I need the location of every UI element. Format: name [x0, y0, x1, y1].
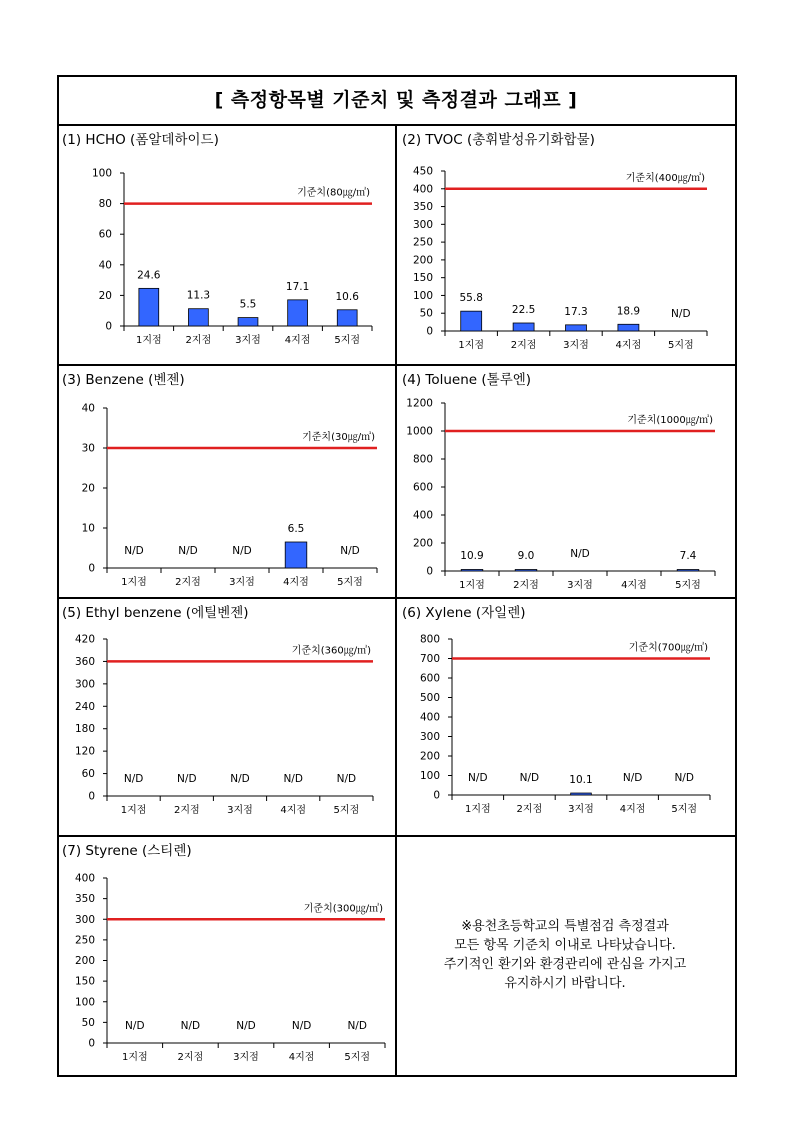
y-tick-label: 250 — [74, 934, 95, 947]
x-tick-label: 4지점 — [280, 805, 307, 816]
data-label: N/D — [570, 548, 590, 560]
y-tick-label: 200 — [419, 750, 440, 763]
standard-label: 기준치(1000㎍/㎥) — [627, 415, 713, 426]
y-tick-label: 240 — [74, 700, 95, 713]
y-tick-label: 150 — [74, 975, 95, 988]
y-tick-label: 400 — [74, 872, 95, 885]
x-tick-label: 3지점 — [227, 805, 253, 816]
data-label: 24.6 — [137, 269, 161, 282]
y-tick-label: 800 — [412, 453, 433, 466]
chart-styrene — [57, 837, 395, 1073]
y-tick-label: 50 — [81, 1016, 95, 1029]
bar — [515, 570, 537, 572]
y-tick-label: 300 — [412, 218, 433, 231]
y-tick-label: 250 — [412, 236, 433, 249]
y-tick-label: 300 — [74, 913, 95, 926]
bar — [677, 570, 699, 572]
chart-cell-hcho — [57, 126, 395, 364]
y-tick-label: 100 — [412, 289, 433, 302]
x-tick-label: 1지점 — [458, 340, 485, 351]
y-tick-label: 200 — [74, 955, 95, 967]
y-tick-label: 0 — [433, 789, 440, 802]
y-tick-label: 200 — [412, 537, 433, 550]
data-label: N/D — [347, 1020, 367, 1032]
bar — [288, 300, 308, 326]
x-tick-label: 4지점 — [284, 335, 311, 346]
y-tick-label: 150 — [412, 272, 433, 285]
data-label: 10.6 — [335, 290, 359, 303]
data-label: 17.1 — [285, 280, 310, 293]
y-tick-label: 600 — [412, 481, 433, 494]
y-tick-label: 10 — [81, 522, 95, 535]
x-tick-label: 5지점 — [333, 805, 360, 816]
bar — [566, 325, 587, 331]
chart-cell-xylene — [397, 599, 735, 835]
y-tick-label: 400 — [412, 509, 433, 522]
chart-title: (1) HCHO (폼알데하이드) — [62, 132, 219, 148]
chart-hcho — [57, 126, 395, 364]
chart-title: (6) Xylene (자일렌) — [402, 605, 526, 621]
y-tick-label: 120 — [74, 745, 95, 758]
chart-title: (5) Ethyl benzene (에틸벤젠) — [62, 605, 249, 621]
x-tick-label: 2지점 — [510, 340, 537, 351]
data-label: N/D — [283, 773, 303, 785]
y-tick-label: 1200 — [406, 397, 433, 410]
bar — [188, 309, 208, 326]
data-label: 10.1 — [569, 774, 593, 786]
y-tick-label: 0 — [88, 1037, 95, 1050]
y-tick-label: 500 — [419, 692, 440, 704]
x-tick-label: 2지점 — [175, 577, 201, 588]
data-label: N/D — [674, 772, 694, 784]
data-label: N/D — [340, 545, 360, 557]
standard-label: 기준치(30㎍/㎥) — [302, 432, 375, 443]
chart-title: (7) Styrene (스티렌) — [62, 843, 192, 859]
y-tick-label: 350 — [74, 893, 95, 906]
chart-title: (3) Benzene (벤젠) — [62, 372, 185, 388]
data-label: 9.0 — [517, 550, 535, 562]
y-tick-label: 20 — [81, 482, 95, 495]
x-tick-label: 1지점 — [135, 335, 162, 346]
y-tick-label: 0 — [426, 565, 433, 578]
page-title: [ 측정항목별 기준치 및 측정결과 그래프 ] — [214, 89, 578, 111]
data-label: N/D — [230, 773, 250, 785]
chart-cell-tvoc — [397, 126, 735, 364]
y-tick-label: 350 — [412, 201, 433, 214]
y-tick-label: 0 — [426, 325, 433, 338]
data-label: 22.5 — [511, 304, 536, 316]
y-tick-label: 30 — [81, 442, 95, 455]
x-tick-label: 4지점 — [288, 1052, 315, 1063]
x-tick-label: 3지점 — [563, 340, 589, 351]
data-label: N/D — [232, 545, 252, 557]
bar — [139, 288, 159, 326]
data-label: 10.9 — [460, 550, 484, 562]
y-tick-label: 200 — [412, 254, 433, 267]
data-label: 5.5 — [239, 298, 257, 311]
chart-benzene — [57, 366, 395, 597]
x-tick-label: 5지점 — [337, 577, 363, 588]
result-note — [397, 837, 733, 1073]
data-label: 11.3 — [186, 289, 211, 302]
bar — [513, 323, 534, 331]
y-tick-label: 0 — [88, 790, 95, 803]
x-tick-label: 5지점 — [667, 340, 694, 351]
bar — [337, 310, 357, 326]
x-tick-label: 2지점 — [513, 580, 539, 591]
x-tick-label: 2지점 — [185, 335, 212, 346]
y-tick-label: 100 — [74, 996, 95, 1009]
standard-label: 기준치(360㎍/㎥) — [291, 645, 371, 657]
y-tick-label: 400 — [419, 711, 440, 724]
chart-tvoc — [397, 126, 735, 364]
data-label: N/D — [123, 773, 144, 785]
y-tick-label: 450 — [412, 165, 433, 178]
y-tick-label: 300 — [74, 678, 95, 691]
chart-cell-styrene — [57, 837, 395, 1073]
standard-label: 기준치(700㎍/㎥) — [628, 642, 708, 654]
data-label: 17.3 — [564, 305, 588, 318]
data-label: N/D — [124, 545, 144, 557]
chart-cell-ethylbenzene — [57, 599, 395, 835]
x-tick-label: 1지점 — [121, 1052, 148, 1063]
x-tick-label: 5지점 — [344, 1052, 371, 1063]
x-tick-label: 3지점 — [567, 580, 593, 591]
x-tick-label: 2지점 — [516, 804, 543, 815]
y-tick-label: 40 — [81, 402, 95, 415]
x-tick-label: 5지점 — [675, 580, 701, 591]
data-label: N/D — [519, 772, 540, 784]
y-tick-label: 420 — [74, 633, 95, 646]
bar — [238, 318, 258, 326]
x-tick-label: 3지점 — [229, 577, 255, 588]
chart-toluene — [397, 366, 735, 597]
y-tick-label: 100 — [91, 167, 112, 180]
y-tick-label: 700 — [419, 653, 440, 665]
standard-label: 기준치(300㎍/㎥) — [303, 903, 383, 915]
y-tick-label: 50 — [419, 307, 433, 320]
bar — [461, 569, 483, 571]
data-label: N/D — [291, 1020, 312, 1032]
report-sheet — [57, 75, 735, 1075]
data-label: 7.4 — [679, 550, 697, 562]
y-tick-label: 60 — [98, 228, 112, 241]
standard-label: 기준치(80㎍/㎥) — [297, 187, 370, 199]
data-label: N/D — [468, 772, 488, 784]
standard-label: 기준치(400㎍/㎥) — [625, 172, 705, 184]
data-label: N/D — [622, 772, 643, 784]
chart-cell-benzene — [57, 366, 395, 597]
chart-title: (2) TVOC (총휘발성유기화합물) — [402, 132, 595, 148]
x-tick-label: 3지점 — [233, 1052, 259, 1063]
x-tick-label: 3지점 — [235, 335, 261, 346]
note-line: 유지하시기 바랍니다. — [504, 976, 626, 991]
x-tick-label: 3지점 — [568, 804, 594, 815]
chart-cell-toluene — [397, 366, 735, 597]
bar — [285, 542, 307, 568]
data-label: 6.5 — [287, 523, 305, 535]
chart-xylene — [397, 599, 735, 835]
y-tick-label: 1000 — [406, 425, 433, 438]
x-tick-label: 5지점 — [671, 804, 698, 815]
bar — [618, 324, 639, 331]
bar — [461, 311, 482, 331]
x-tick-label: 4지점 — [621, 580, 647, 591]
y-tick-label: 600 — [419, 672, 440, 685]
y-tick-label: 80 — [98, 198, 112, 211]
note-line: 주기적인 환기와 환경관리에 관심을 가지고 — [443, 957, 687, 972]
data-label: N/D — [336, 773, 357, 785]
data-label: N/D — [177, 773, 197, 785]
x-tick-label: 1지점 — [120, 805, 147, 816]
y-tick-label: 180 — [74, 723, 95, 736]
y-tick-label: 800 — [419, 633, 440, 646]
y-tick-label: 400 — [412, 183, 433, 196]
y-tick-label: 20 — [98, 289, 112, 302]
x-tick-label: 4지점 — [283, 577, 309, 588]
y-tick-label: 300 — [419, 731, 440, 743]
bar — [571, 793, 592, 795]
x-tick-label: 1지점 — [459, 580, 485, 591]
x-tick-label: 4지점 — [615, 340, 642, 351]
y-tick-label: 60 — [81, 768, 95, 781]
x-tick-label: 4지점 — [619, 804, 646, 815]
y-tick-label: 360 — [74, 655, 95, 668]
x-tick-label: 1지점 — [121, 577, 147, 588]
note-line: ※용천초등학교의 특별점검 측정결과 — [461, 919, 669, 934]
x-tick-label: 2지점 — [177, 1052, 204, 1063]
data-label: N/D — [180, 1020, 201, 1032]
y-tick-label: 40 — [98, 259, 112, 272]
x-tick-label: 1지점 — [464, 804, 491, 815]
y-tick-label: 100 — [419, 770, 440, 782]
chart-title: (4) Toluene (톨루엔) — [402, 372, 532, 388]
note-line: 모든 항목 기준치 이내로 나타났습니다. — [454, 938, 676, 953]
data-label: 55.8 — [459, 292, 483, 305]
data-label: 18.9 — [616, 305, 641, 318]
data-label: N/D — [671, 308, 691, 320]
data-label: N/D — [236, 1020, 256, 1032]
data-label: N/D — [125, 1020, 145, 1032]
y-tick-label: 0 — [88, 562, 95, 575]
x-tick-label: 5지점 — [334, 335, 361, 346]
data-label: N/D — [178, 545, 198, 557]
y-tick-label: 0 — [105, 320, 112, 333]
chart-ethylbenzene — [57, 599, 395, 835]
x-tick-label: 2지점 — [173, 805, 200, 816]
